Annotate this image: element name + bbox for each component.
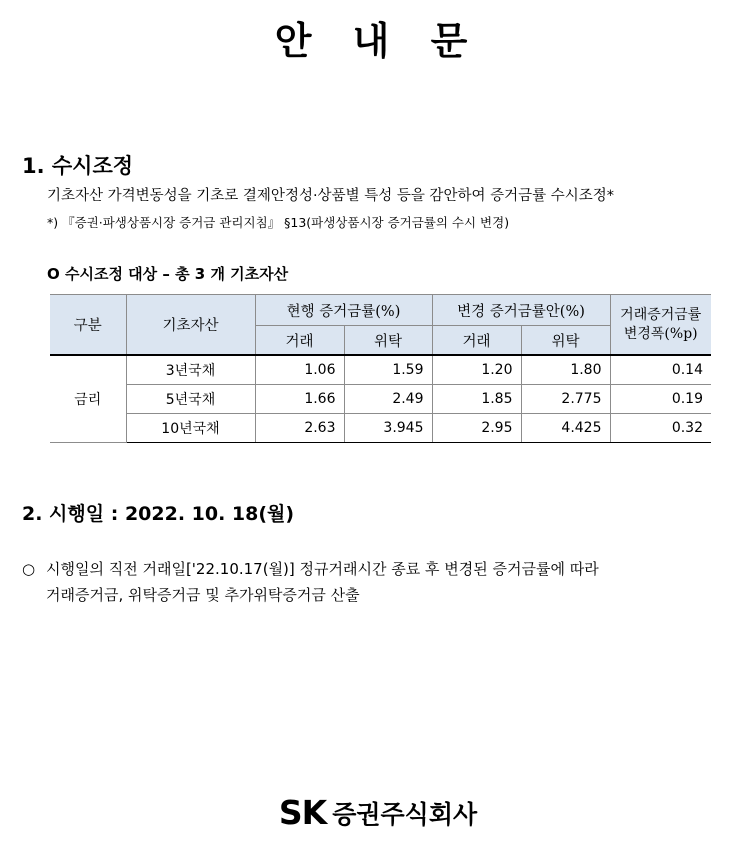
header-category: 구분: [50, 295, 126, 356]
change-cell: 0.19: [610, 385, 711, 414]
section2-heading: 2. 시행일 : 2022. 10. 18(월): [22, 503, 295, 525]
margin-rate-table: [50, 294, 711, 443]
header-proposed-trade: 거래: [432, 326, 521, 356]
proposed-consign-cell: 4.425: [521, 414, 610, 443]
proposed-trade-cell: 1.20: [432, 355, 521, 385]
category-cell: 금리: [50, 355, 126, 443]
company-name: 증권주식회사: [332, 799, 478, 829]
current-consign-cell: 3.945: [344, 414, 432, 443]
bullet-mark: ○: [22, 560, 36, 578]
section1-description: 기초자산 가격변동성을 기초로 결제안정성·상품별 특성 등을 감안하여 증거금률 수시조정*: [47, 188, 614, 204]
header-current-rate: 현행 증거금률(%): [255, 295, 432, 326]
header-change-width: [610, 295, 711, 356]
header-proposed-rate: 변경 증거금률안(%): [432, 295, 610, 326]
asset-cell: 5년국채: [126, 385, 255, 414]
proposed-trade-cell: 2.95: [432, 414, 521, 443]
table-header-row: [50, 295, 711, 326]
asset-cell: 10년국채: [126, 414, 255, 443]
section1-footnote: *) 『증권·파생상품시장 증거금 관리지침』 §13(파생상품시장 증거금률의 수시 변경): [47, 215, 510, 230]
section1-heading: 1. 수시조정: [22, 154, 134, 178]
asset-cell: 3년국채: [126, 355, 255, 385]
note-line2: 거래증거금, 위탁증거금 및 추가위탁증거금 산출: [46, 586, 360, 604]
table-row: [50, 385, 711, 414]
header-current-trade: 거래: [255, 326, 344, 356]
change-cell: 0.14: [610, 355, 711, 385]
change-cell: 0.32: [610, 414, 711, 443]
current-trade-cell: 2.63: [255, 414, 344, 443]
current-trade-cell: 1.06: [255, 355, 344, 385]
effective-date-note: [22, 556, 599, 608]
current-consign-cell: 2.49: [344, 385, 432, 414]
current-consign-cell: 1.59: [344, 355, 432, 385]
note-line1: [22, 556, 599, 582]
table-row: [50, 414, 711, 443]
header-change-line2: 변경폭(%p): [623, 325, 698, 342]
adjustment-target-subheading: O 수시조정 대상 – 총 3 개 기초자산: [47, 265, 289, 283]
header-current-consign: 위탁: [344, 326, 432, 356]
proposed-consign-cell: 2.775: [521, 385, 610, 414]
note-line1-text: 시행일의 직전 거래일['22.10.17(월)] 정규거래시간 종료 후 변경된 증거금률에 따라: [46, 560, 599, 578]
sk-logo: SK: [278, 793, 327, 832]
proposed-trade-cell: 1.85: [432, 385, 521, 414]
page-title: 안 내 문: [274, 19, 482, 63]
company-footer: [0, 793, 756, 832]
header-asset: 기초자산: [126, 295, 255, 356]
header-change-line1: 거래증거금률: [620, 306, 702, 323]
current-trade-cell: 1.66: [255, 385, 344, 414]
proposed-consign-cell: 1.80: [521, 355, 610, 385]
table-row: [50, 355, 711, 385]
header-proposed-consign: 위탁: [521, 326, 610, 356]
